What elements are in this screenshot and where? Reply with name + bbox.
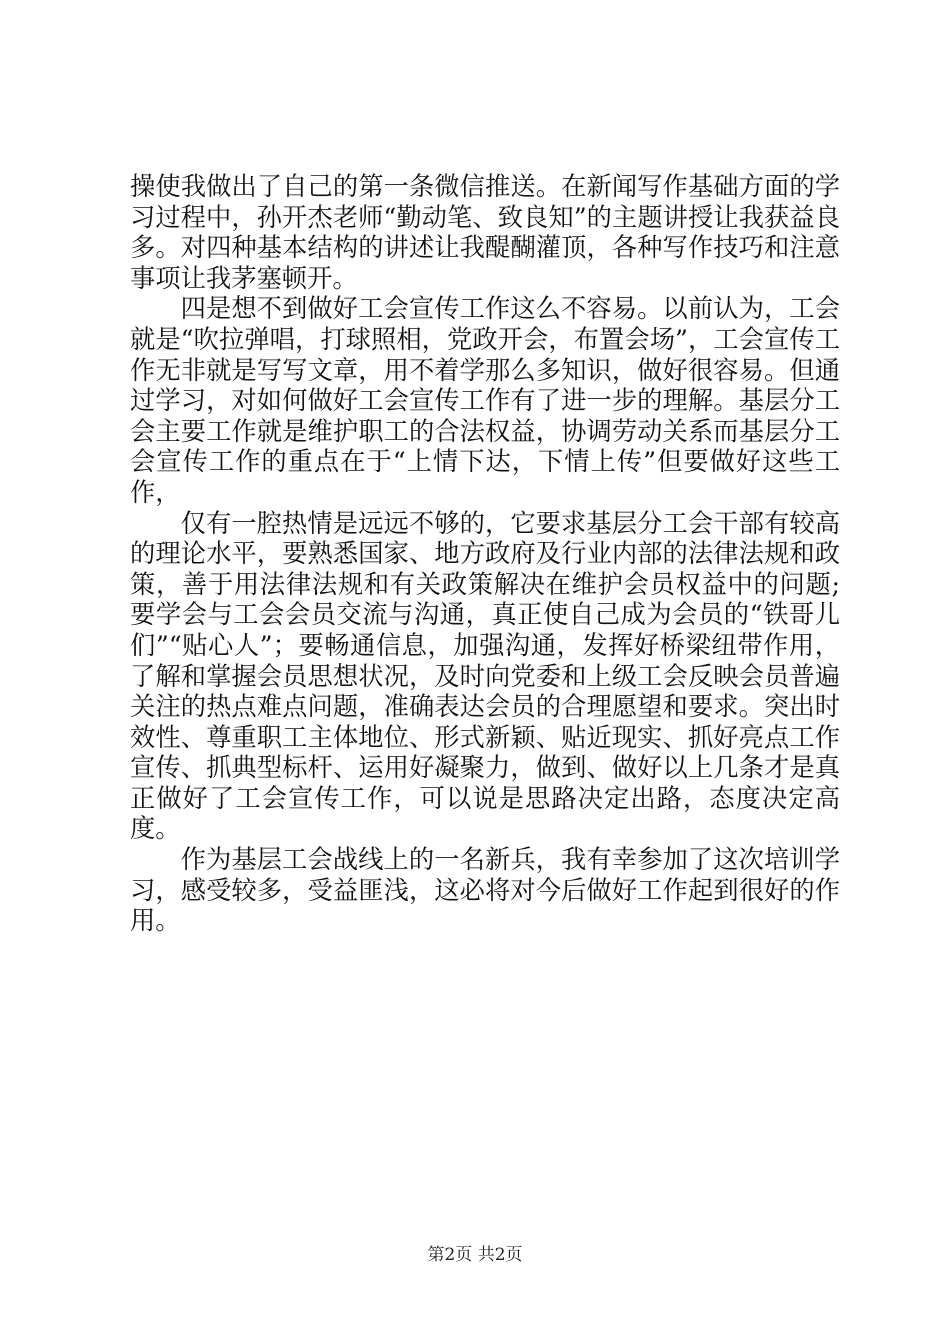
paragraph-1: 操使我做出了自己的第一条微信推送。在新闻写作基础方面的学习过程中，孙开杰老师“勤动笔、致良知”的主题讲授让我获益良多。对四种基本结构的讲述让我醍醐灌顶，各种写作技巧和注意事项让我茅塞顿开。 [130, 172, 840, 293]
paragraph-4: 作为基层工会战线上的一名新兵，我有幸参加了这次培训学习，感受较多，受益匪浅，这必将对今后做好工作起到很好的作用。 [130, 845, 840, 936]
paragraph-3: 仅有一腔热情是远远不够的，它要求基层分工会干部有较高的理论水平，要熟悉国家、地方政府及行业内部的法律法规和政策，善于用法律法规和有关政策解决在维护会员权益中的问题;要学会与工会会员交流与沟通，真正使自己成为会员的“铁哥儿们”“贴心人”；要畅通信息，加强沟通，发挥好桥梁纽带作用，了解和掌握会员思想状况，及时向党委和上级工会反映会员普遍关注的热点难点问题，准确表达会员的合理愿望和要求。突出时效性、尊重职工主体地位、形式新颖、贴近现实、抓好亮点工作宣传、抓典型标杆、运用好凝聚力，做到、做好以上几条才是真正做好了工会宣传工作，可以说是思路决定出路，态度决定高度。 [130, 508, 840, 844]
body-text [130, 172, 840, 937]
page-footer: 第2页 共2页 [427, 1245, 523, 1265]
paragraph-2: 四是想不到做好工会宣传工作这么不容易。以前认为，工会就是“吹拉弹唱，打球照相，党政开会，布置会场”，工会宣传工作无非就是写写文章，用不着学那么多知识，做好很容易。但通过学习，对如何做好工会宣传工作有了进一步的理解。基层分工会主要工作就是维护职工的合法权益，协调劳动关系而基层分工会宣传工作的重点在于“上情下达，下情上传”但要做好这些工作， [130, 294, 840, 507]
